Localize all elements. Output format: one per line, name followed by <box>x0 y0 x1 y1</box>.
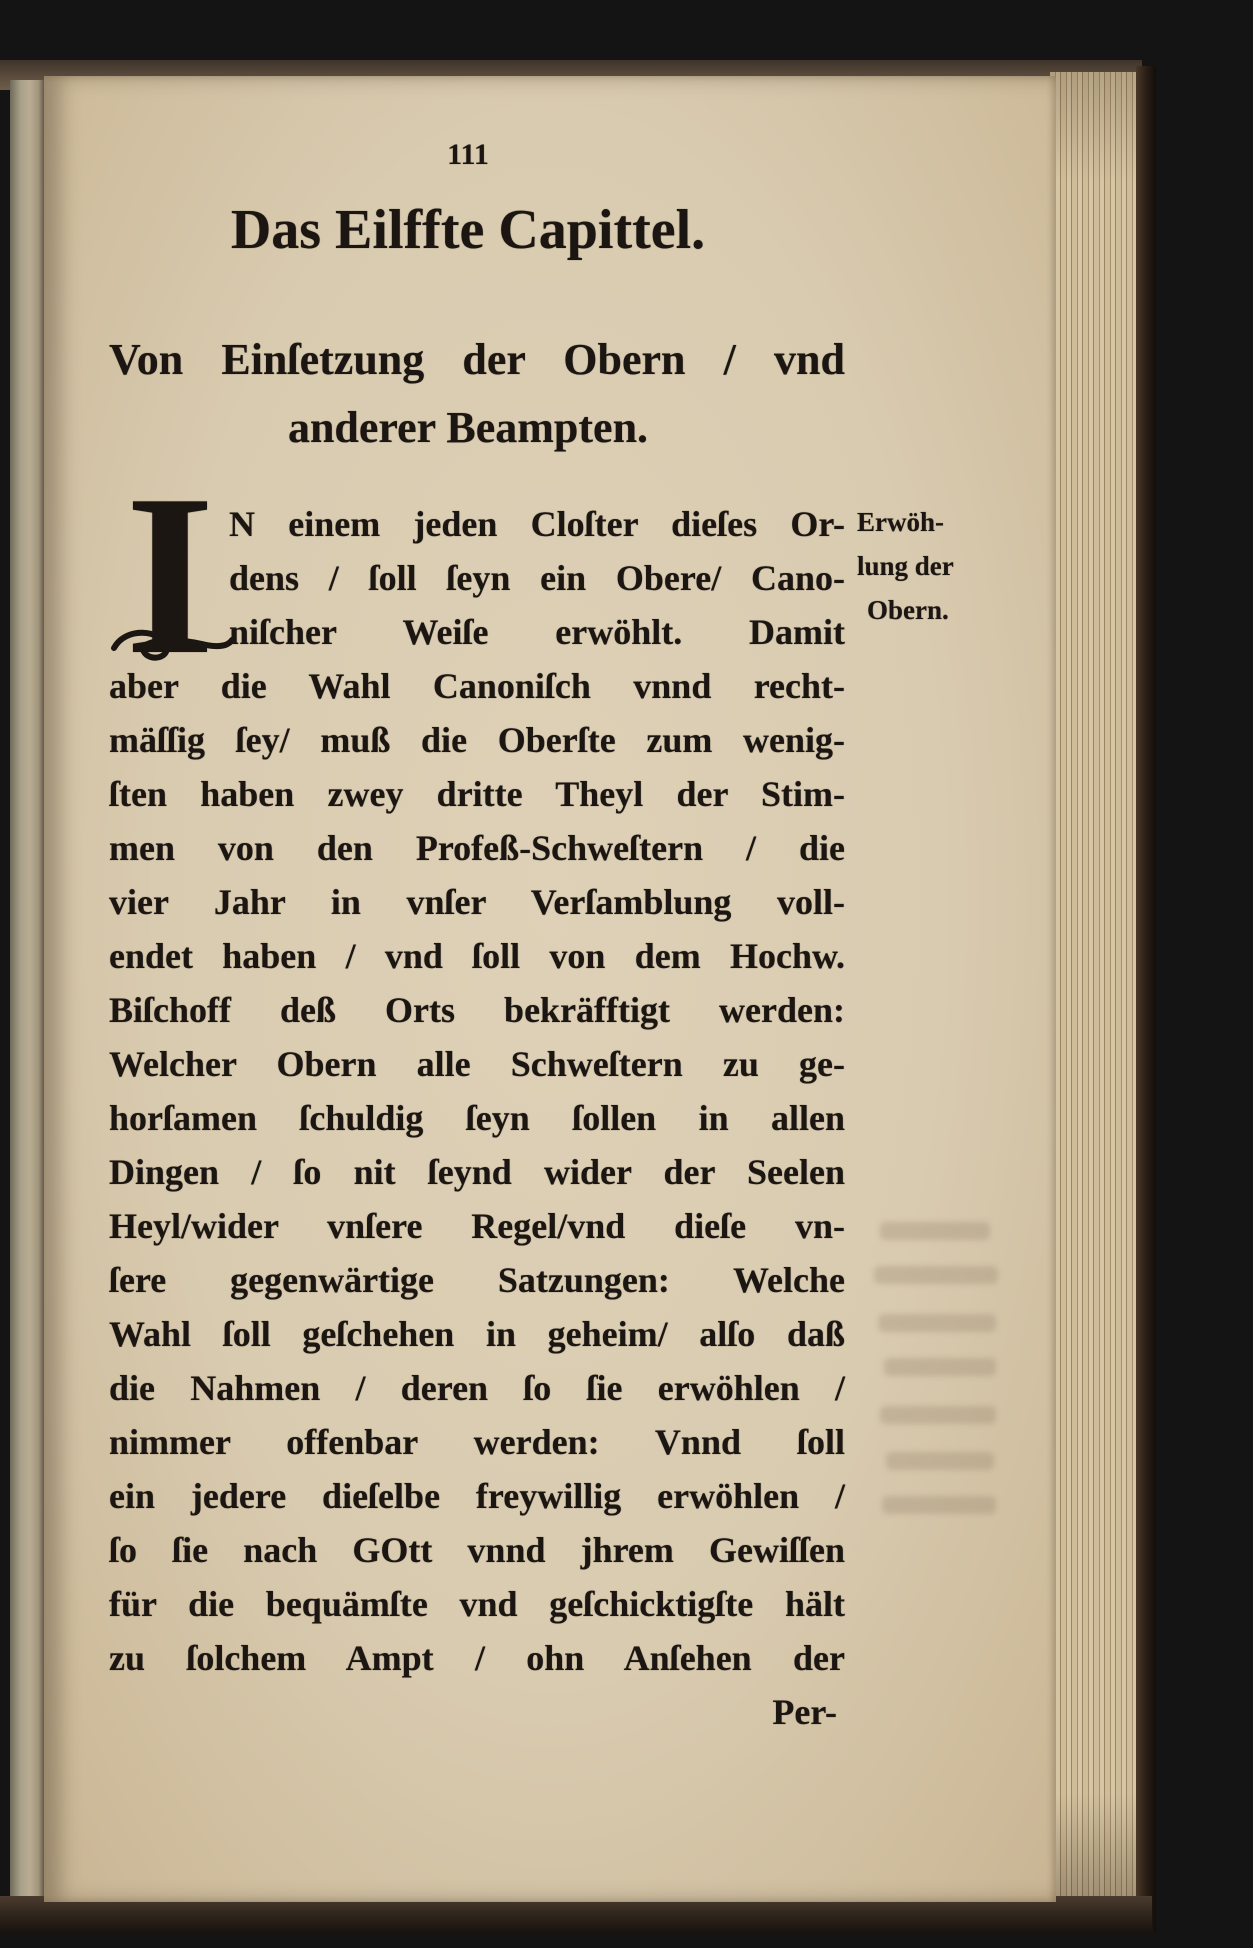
bleed-through-mark <box>874 1266 998 1284</box>
text-line: aber die Wahl Canoniſch vnnd recht- <box>109 666 845 706</box>
text-line: Heyl/wider vnſere Regel/vnd dieſe vn- <box>109 1206 845 1246</box>
book-binding <box>1136 66 1156 1932</box>
margin-note-line: Obern. <box>867 595 949 625</box>
body-text <box>109 497 845 1739</box>
text-line: für die bequämſte vnd geſchicktigſte hält <box>109 1584 845 1624</box>
chapter-heading-line: anderer Beampten. <box>287 403 649 452</box>
text-line: mäſſig ſey/ muß die Oberſte zum wenig- <box>109 720 845 760</box>
facing-page-edge <box>10 80 46 1908</box>
text-line: horſamen ſchuldig ſeyn ſollen in allen <box>109 1098 845 1138</box>
chapter-title: Das Eilffte Capittel. <box>230 199 706 261</box>
text-line: Biſchoff deß Orts bekräfftigt werden: <box>109 990 845 1030</box>
text-line: Dingen / ſo nit ſeynd wider der Seelen <box>109 1152 845 1192</box>
text-line: ſo ſie nach GOtt vnnd jhrem Gewiſſen <box>109 1530 845 1570</box>
book-page <box>44 76 1056 1902</box>
margin-note-line: Erwöh- <box>857 507 944 537</box>
text-line: die Nahmen / deren ſo ſie erwöhlen / <box>109 1368 845 1408</box>
bleed-through-mark <box>886 1452 994 1470</box>
drop-cap-initial: I <box>125 447 215 702</box>
text-line: ſere gegenwärtige Satzungen: Welche <box>109 1260 845 1300</box>
bleed-through-mark <box>878 1314 996 1332</box>
bleed-through-mark <box>884 1358 996 1376</box>
text-line: ein jedere dieſelbe freywillig erwöhlen / <box>109 1476 845 1516</box>
text-line: N einem jeden Cloſter dieſes Or- <box>229 504 845 544</box>
chapter-heading-line: Von Einſetzung der Obern / vnd <box>109 335 845 384</box>
text-line: zu ſolchem Ampt / ohn Anſehen der <box>109 1638 845 1678</box>
text-line: Wahl ſoll geſchehen in geheim/ alſo daß <box>109 1314 845 1354</box>
catchword: Per- <box>772 1692 837 1732</box>
page-number: 111 <box>447 138 489 171</box>
text-line: dens / ſoll ſeyn ein Obere/ Cano- <box>229 558 845 598</box>
margin-note <box>857 500 1017 632</box>
text-line: men von den Profeß-Schweſtern / die <box>109 828 845 868</box>
text-line: niſcher Weiſe erwöhlt. Damit <box>229 612 845 652</box>
text-line: nimmer offenbar werden: Vnnd ſoll <box>109 1422 845 1462</box>
bleed-through-mark <box>880 1406 996 1424</box>
text-line: Welcher Obern alle Schweſtern zu ge- <box>109 1044 845 1084</box>
text-line: endet haben / vnd ſoll von dem Hochw. <box>109 936 845 976</box>
text-line: vier Jahr in vnſer Verſamblung voll- <box>109 882 845 922</box>
margin-note-line: lung der <box>857 551 954 581</box>
text-line: ſten haben zwey dritte Theyl der Stim- <box>109 774 845 814</box>
bleed-through-mark <box>880 1222 990 1240</box>
fore-edge-pages <box>1050 72 1138 1904</box>
bleed-through-mark <box>882 1496 996 1514</box>
